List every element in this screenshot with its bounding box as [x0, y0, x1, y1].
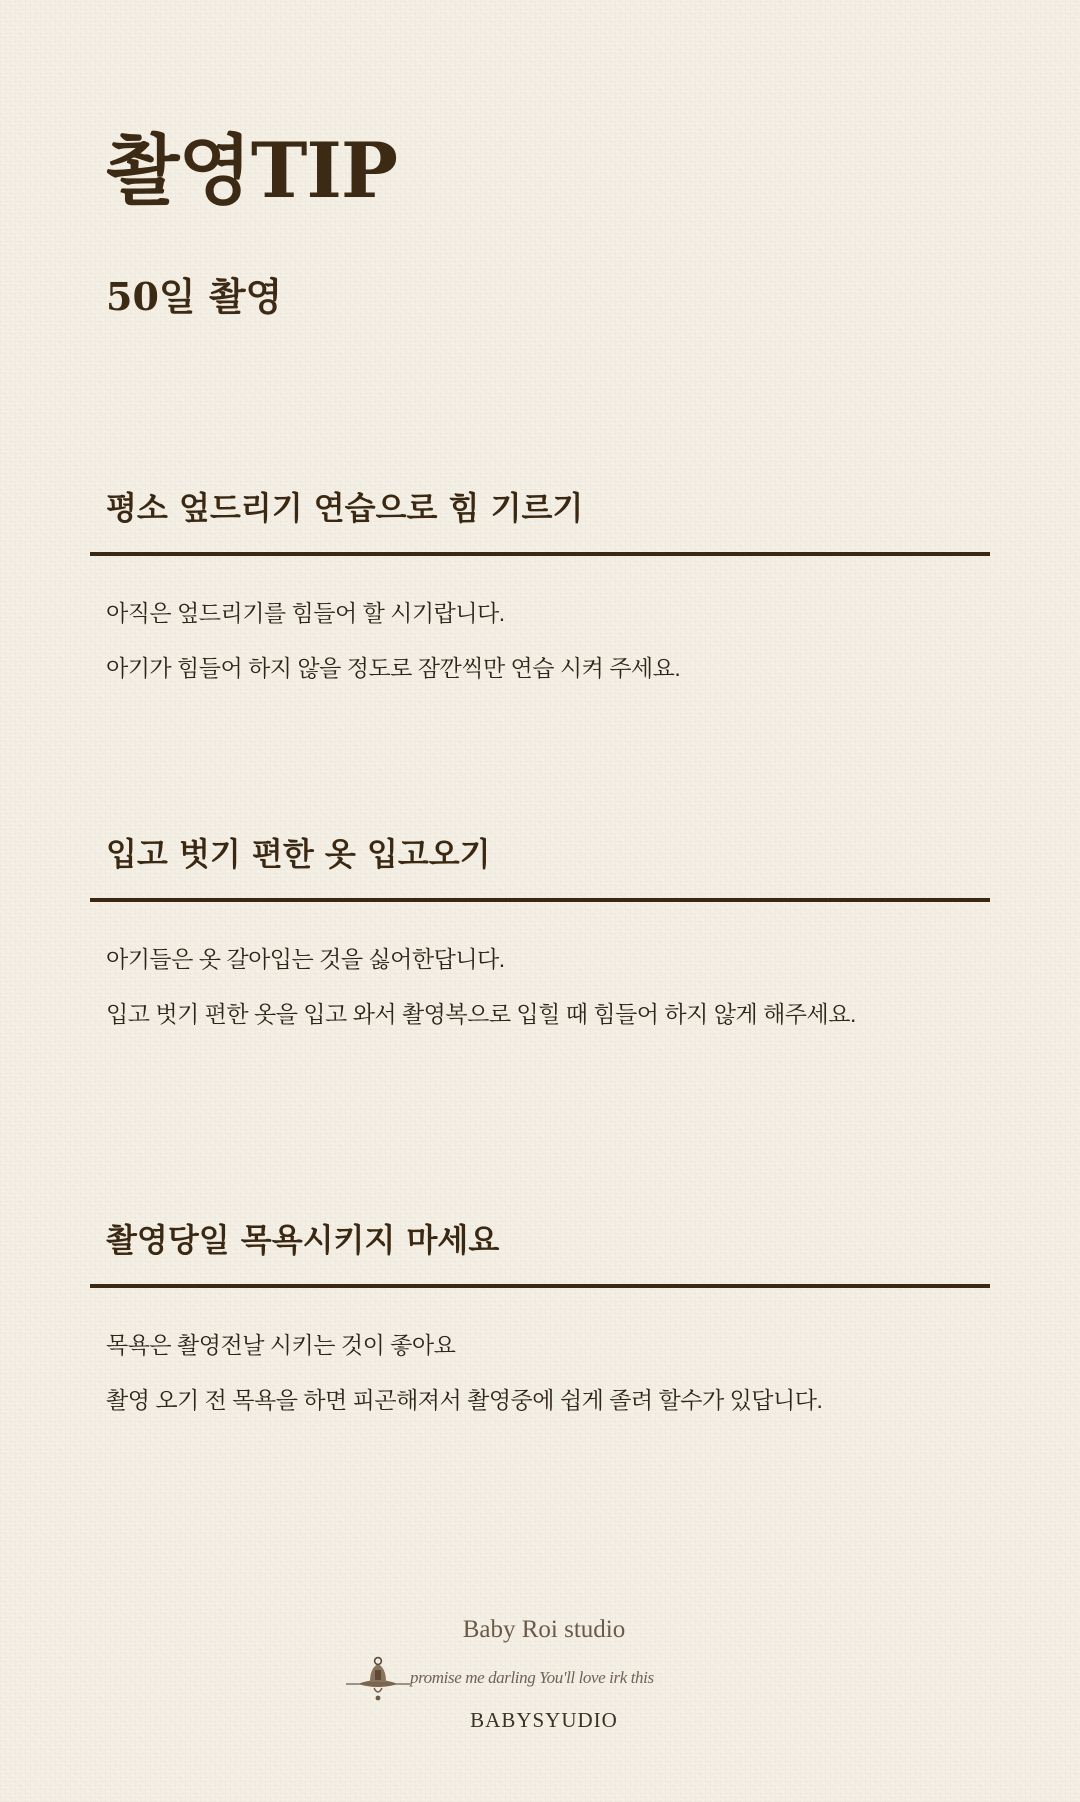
- footer-logo-row: [344, 1660, 684, 1696]
- page-title: 촬영TIP: [106, 126, 398, 215]
- tip-text-line: 목욕은 촬영전날 시키는 것이 좋아요: [106, 1332, 456, 1358]
- studio-name: Baby Roi studio: [462, 1616, 626, 1643]
- studio-tagline: promise me darling You'll love irk this: [410, 1668, 654, 1687]
- tip-text-line: 아직은 엎드리기를 힘들어 할 시기랍니다.: [106, 600, 505, 626]
- studio-footer: [0, 1608, 1080, 1732]
- section-divider: [90, 552, 990, 556]
- tip-text-line: 아기가 힘들어 하지 않을 정도로 잠깐씩만 연습 시켜 주세요.: [106, 655, 681, 681]
- tip-heading: 평소 엎드리기 연습으로 힘 기르기: [106, 489, 584, 527]
- tip-heading: 입고 벗기 편한 옷 입고오기: [106, 835, 491, 873]
- tip-text-line: 아기들은 옷 갈아입는 것을 싫어한답니다.: [106, 946, 505, 972]
- section-divider: [90, 898, 990, 902]
- tip-text-line: 촬영 오기 전 목욕을 하면 피곤해져서 촬영중에 쉽게 졸려 할수가 있답니다.: [106, 1387, 823, 1413]
- tip-text-line: 입고 벗기 편한 옷을 입고 와서 촬영복으로 입힐 때 힘들어 하지 않게 해주세요.: [106, 1001, 856, 1027]
- page-subtitle: 50일 촬영: [106, 274, 283, 319]
- studio-brand: BABYSYUDIO: [470, 1708, 618, 1732]
- tip-heading: 촬영당일 목욕시키지 마세요: [106, 1221, 500, 1259]
- section-divider: [90, 1284, 990, 1288]
- baby-rattle-emblem-icon: [344, 1654, 412, 1704]
